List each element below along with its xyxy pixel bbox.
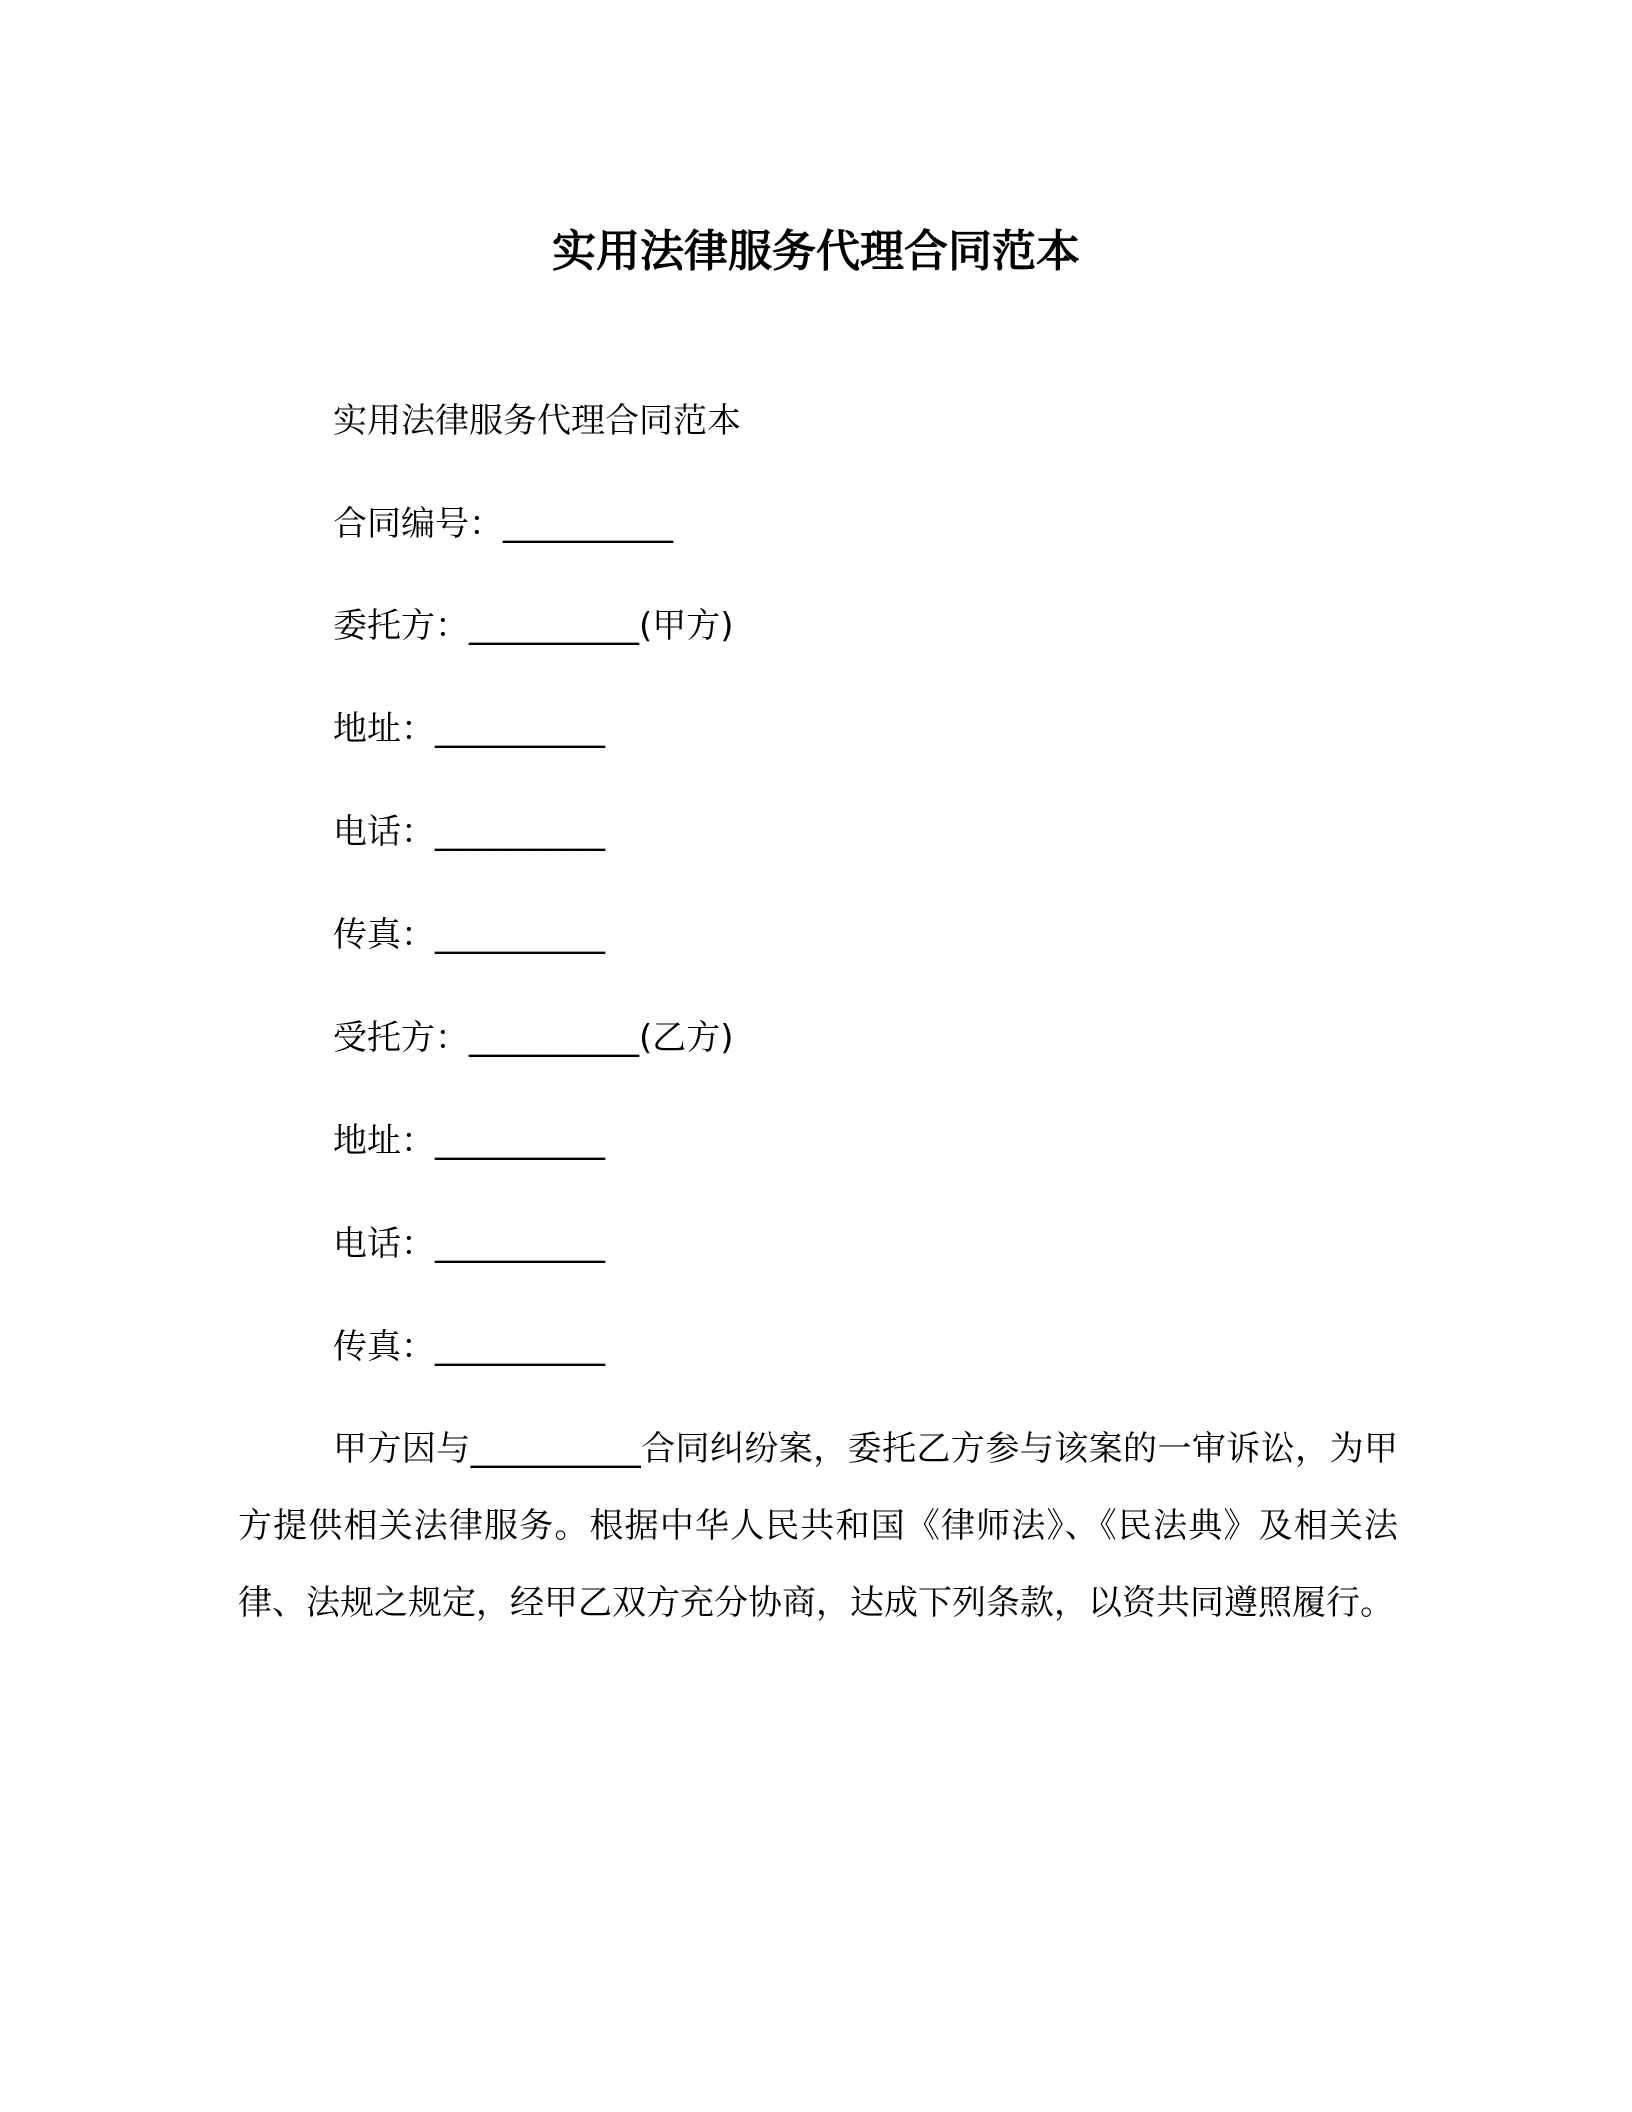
- field-client: 委托方：__________(甲方): [333, 606, 734, 646]
- field-agent-address: 地址：__________: [333, 1121, 605, 1161]
- field-agent-phone: 电话：__________: [333, 1224, 605, 1264]
- document-title: 实用法律服务代理合同范本: [552, 226, 1080, 277]
- field-client-address: 地址：__________: [333, 709, 605, 749]
- field-client-fax: 传真：__________: [333, 915, 605, 955]
- intro-paragraph: 甲方因与__________合同纠纷案，委托乙方参与该案的一审诉讼，为甲方提供相关法律服务。根据中华人民共和国《律师法》、《民法典》及相关法律、法规之规定，经甲乙双方充分协商，达成下列条款，以资共同遵照履行。: [238, 1429, 1398, 1623]
- field-client-phone: 电话：__________: [333, 812, 605, 852]
- field-contract-number: 合同编号：__________: [333, 504, 673, 544]
- document-subtitle: 实用法律服务代理合同范本: [333, 401, 741, 441]
- field-agent: 受托方：__________(乙方): [333, 1018, 734, 1058]
- field-agent-fax: 传真：__________: [333, 1327, 605, 1367]
